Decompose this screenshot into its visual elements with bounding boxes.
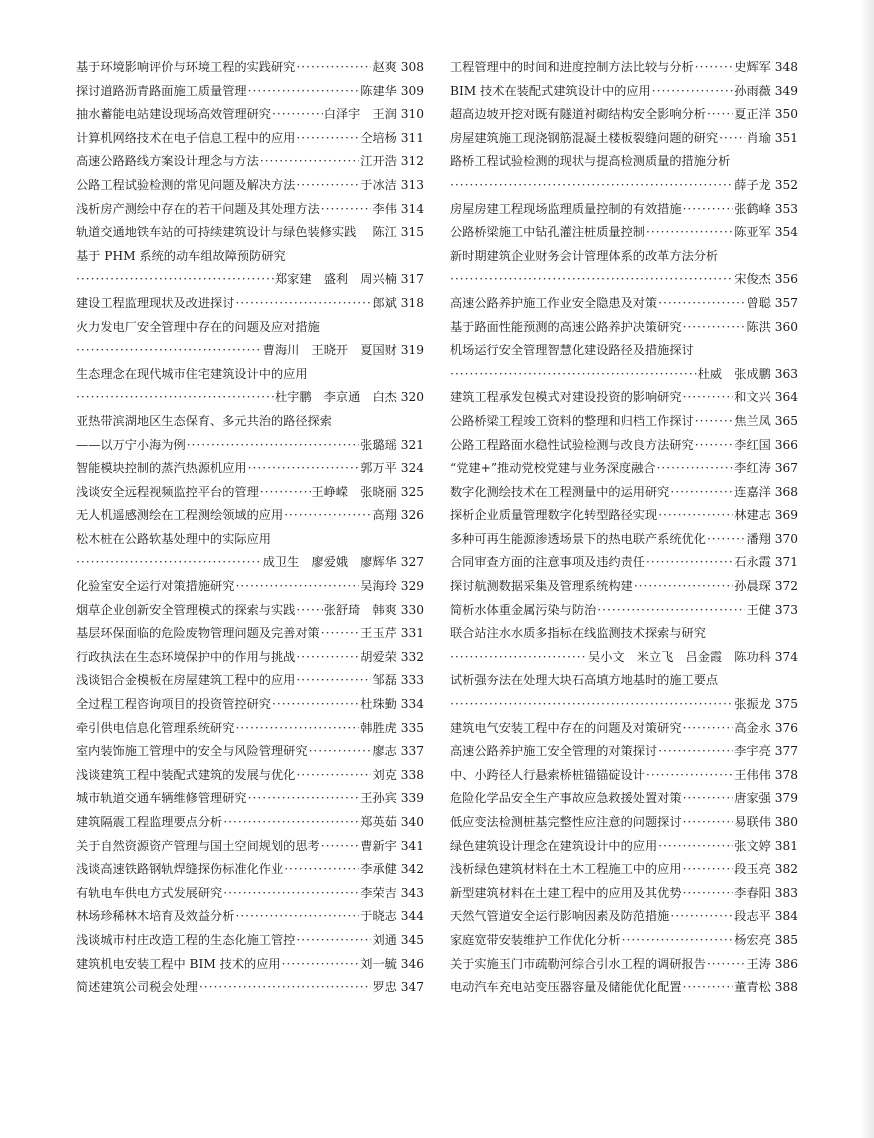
toc-entry-title: 浅析绿色建筑材料在土木工程施工中的应用 bbox=[450, 862, 682, 877]
toc-entry-author-page: 曹海川 王晓开 夏国财 319 bbox=[262, 343, 424, 358]
toc-entry-title: 家庭宽带安装维护工作优化分析 bbox=[450, 932, 621, 947]
toc-entry-title: 浅谈高速铁路钢轨焊缝探伤标准化作业 bbox=[76, 862, 284, 877]
toc-entry-author-page: 于晓志 344 bbox=[360, 909, 424, 924]
toc-entry bbox=[450, 764, 798, 788]
dot-leader bbox=[683, 316, 746, 340]
toc-entry bbox=[76, 198, 424, 222]
toc-entry bbox=[450, 693, 798, 717]
toc-entry bbox=[76, 434, 424, 458]
toc-entry-title: 绿色建筑设计理念在建筑设计中的应用 bbox=[450, 838, 658, 853]
toc-entry-author-page: 唐家强 379 bbox=[734, 791, 798, 806]
toc-entry bbox=[76, 56, 424, 80]
toc-entry-title: 试析强夯法在处理大块石高填方地基时的施工要点 bbox=[450, 673, 719, 688]
dot-leader bbox=[296, 127, 359, 151]
toc-entry-title: 公路桥梁施工中钻孔灌注桩质量控制 bbox=[450, 225, 645, 240]
toc-entry bbox=[76, 929, 424, 953]
toc-entry bbox=[450, 528, 798, 552]
dot-leader bbox=[321, 622, 360, 646]
toc-entry bbox=[450, 717, 798, 741]
toc-entry-title: 电动汽车充电站变压器容量及储能优化配置 bbox=[450, 980, 682, 995]
toc-entry-author-page: 韩胜虎 335 bbox=[360, 720, 424, 735]
toc-entry-title: 室内装饰施工管理中的安全与风险管理研究 bbox=[76, 744, 308, 759]
toc-entry-author-page: 李红国 366 bbox=[734, 437, 798, 452]
toc-entry bbox=[450, 599, 798, 623]
toc-entry-author-page: 薛子龙 352 bbox=[734, 177, 798, 192]
toc-entry-author-page: 胡爱荣 332 bbox=[360, 649, 424, 664]
toc-entry-author-page: 曾聪 357 bbox=[746, 295, 798, 310]
toc-entry-title: 基于环境影响评价与环境工程的实践研究 bbox=[76, 60, 296, 74]
toc-entry bbox=[76, 268, 424, 292]
toc-entry bbox=[76, 976, 424, 1000]
toc-entry bbox=[450, 811, 798, 835]
dot-leader bbox=[450, 174, 733, 198]
toc-entry-title: 建筑隔震工程监理要点分析 bbox=[76, 815, 223, 829]
toc-entry bbox=[76, 622, 424, 646]
toc-entry bbox=[76, 103, 424, 127]
toc-entry-title: ——以万宁小海为例 bbox=[76, 437, 186, 452]
dot-leader bbox=[683, 811, 734, 835]
toc-entry-title: 工程管理中的时间和进度控制方法比较与分析 bbox=[450, 60, 694, 74]
toc-entry bbox=[76, 669, 424, 693]
dot-leader bbox=[296, 646, 359, 670]
toc-entry-title: 松木桩在公路软基处理中的实际应用 bbox=[76, 531, 271, 546]
dot-leader bbox=[248, 787, 360, 811]
toc-entry bbox=[76, 905, 424, 929]
toc-entry bbox=[450, 103, 798, 127]
toc-entry-title: 关于实施玉门市疏勒河综合引水工程的调研报告 bbox=[450, 956, 706, 971]
toc-entry-title: 牵引供电信息化管理系统研究 bbox=[76, 720, 235, 735]
toc-entry-title: 浅谈建筑工程中装配式建筑的发展与优化 bbox=[76, 767, 296, 782]
toc-entry-title: 建筑机电安装工程中 BIM 技术的应用 bbox=[76, 956, 281, 971]
toc-entry bbox=[450, 740, 798, 764]
dot-leader bbox=[658, 504, 733, 528]
toc-entry-author-page: 李承健 342 bbox=[360, 862, 424, 877]
toc-entry-author-page: 孙晨琛 372 bbox=[734, 579, 798, 594]
dot-leader bbox=[235, 717, 359, 741]
toc-entry-title: 机场运行安全管理智慧化建设路径及措施探讨 bbox=[450, 343, 694, 358]
toc-entry bbox=[76, 835, 424, 859]
dot-leader bbox=[450, 693, 733, 717]
toc-entry-title: 基层环保面临的危险废物管理问题及完善对策 bbox=[76, 626, 320, 641]
toc-entry bbox=[76, 599, 424, 623]
toc-entry bbox=[450, 80, 798, 104]
toc-entry-author-page: 郎斌 318 bbox=[372, 295, 424, 310]
dot-leader bbox=[707, 528, 746, 552]
dot-leader bbox=[622, 929, 734, 953]
toc-entry-author-page: 陈江 315 bbox=[372, 225, 424, 240]
dot-leader bbox=[187, 434, 360, 458]
toc-entry-author-page: 于冰洁 313 bbox=[360, 177, 424, 192]
toc-entry-author-page: 张璐瑶 321 bbox=[360, 437, 424, 452]
dot-leader bbox=[670, 481, 733, 505]
toc-entry bbox=[450, 622, 798, 646]
dot-leader bbox=[199, 976, 372, 1000]
toc-entry-author-page: 杨宏亮 385 bbox=[734, 932, 798, 947]
toc-entry-title: 低应变法检测桩基完整性应注意的问题探讨 bbox=[450, 815, 682, 829]
toc-entry-title: 高速公路养护施工作业安全隐患及对策 bbox=[450, 295, 658, 310]
dot-leader bbox=[646, 221, 733, 245]
toc-entry bbox=[76, 551, 424, 575]
toc-entry bbox=[450, 787, 798, 811]
toc-entry bbox=[450, 504, 798, 528]
toc-entry-title: 公路工程路面水稳性试验检测与改良方法研究 bbox=[450, 437, 694, 452]
toc-entry bbox=[450, 646, 798, 670]
toc-entry bbox=[76, 174, 424, 198]
toc-entry-author-page: 李红涛 367 bbox=[734, 461, 798, 476]
toc-entry bbox=[450, 221, 798, 245]
toc-entry bbox=[76, 221, 424, 245]
dot-leader bbox=[707, 953, 746, 977]
toc-entry-title: 多种可再生能源渗透场景下的热电联产系统优化 bbox=[450, 531, 706, 546]
toc-entry-title: 浅谈城市村庄改造工程的生态化施工管控 bbox=[76, 932, 296, 947]
toc-entry bbox=[76, 386, 424, 410]
dot-leader bbox=[235, 575, 359, 599]
toc-entry-author-page: 张鹤峰 353 bbox=[734, 201, 798, 216]
toc-entry-title: 烟草企业创新安全管理模式的探索与实践 bbox=[76, 602, 296, 617]
toc-entry-title: 浅谈安全远程视频监控平台的管理 bbox=[76, 484, 259, 499]
toc-entry bbox=[450, 410, 798, 434]
toc-entry bbox=[450, 127, 798, 151]
dot-leader bbox=[296, 764, 371, 788]
toc-entry bbox=[450, 56, 798, 80]
toc-entry-title: 浅析房产测绘中存在的若干问题及其处理方法 bbox=[76, 201, 320, 216]
dot-leader bbox=[272, 693, 359, 717]
toc-entry bbox=[450, 858, 798, 882]
dot-leader bbox=[296, 669, 371, 693]
dot-leader bbox=[683, 976, 734, 1000]
toc-entry-title: 关于自然资源资产管理与国土空间规划的思考 bbox=[76, 838, 320, 853]
toc-entry-title: 建筑工程承发包模式对建设投资的影响研究 bbox=[450, 390, 682, 405]
toc-entry-author-page: 段志平 384 bbox=[734, 909, 798, 924]
toc-entry bbox=[450, 976, 798, 1000]
toc-entry bbox=[76, 811, 424, 835]
toc-entry-title: 浅谈铝合金模板在房屋建筑工程中的应用 bbox=[76, 673, 296, 688]
toc-entry bbox=[76, 717, 424, 741]
toc-entry-author-page: 肖瑜 351 bbox=[746, 130, 798, 145]
toc-entry-author-page: 孙雨薇 349 bbox=[734, 83, 798, 98]
toc-entry-author-page: 郭万平 324 bbox=[360, 461, 424, 476]
dot-leader bbox=[450, 646, 587, 670]
dot-leader bbox=[695, 410, 734, 434]
toc-entry-title: 房屋房建工程现场监理质量控制的有效措施 bbox=[450, 201, 682, 216]
toc-entry-author-page: 李宇亮 377 bbox=[734, 744, 798, 759]
toc-entry-author-page: 张舒琦 韩爽 330 bbox=[323, 602, 424, 617]
toc-entry-author-page: 吴小文 米立飞 吕金霞 陈功科 374 bbox=[588, 649, 798, 664]
toc-entry-author-page: 宋俊杰 356 bbox=[734, 272, 798, 287]
dot-leader bbox=[450, 363, 697, 387]
toc-right-column bbox=[450, 56, 798, 1000]
toc-entry-author-page: 焦兰凤 365 bbox=[734, 413, 798, 428]
toc-entry bbox=[450, 150, 798, 174]
toc-entry-title: 抽水蓄能电站建设现场高效管理研究 bbox=[76, 107, 271, 122]
toc-entry-author-page: 高翔 326 bbox=[372, 508, 424, 523]
toc-entry-author-page: 夏正洋 350 bbox=[734, 107, 798, 122]
toc-entry bbox=[450, 882, 798, 906]
toc-entry-title: 林场珍稀林木培育及效益分析 bbox=[76, 909, 235, 924]
dot-leader bbox=[235, 905, 359, 929]
toc-entry bbox=[450, 198, 798, 222]
toc-entry-title: 智能模块控制的蒸汽热源机应用 bbox=[76, 461, 247, 476]
dot-leader bbox=[296, 56, 371, 80]
toc-entry bbox=[450, 245, 798, 269]
toc-entry-title: 生态理念在现代城市住宅建筑设计中的应用 bbox=[76, 366, 308, 381]
toc-entry-author-page: 王孙宾 339 bbox=[360, 791, 424, 806]
toc-entry bbox=[450, 575, 798, 599]
toc-entry-author-page: 张文婷 381 bbox=[734, 838, 798, 853]
toc-entry bbox=[450, 929, 798, 953]
toc-entry-title: 无人机遥感测绘在工程测绘领域的应用 bbox=[76, 508, 284, 523]
toc-entry-title: 合同审查方面的注意事项及违约责任 bbox=[450, 555, 645, 570]
toc-entry-title: 亚热带滨湖地区生态保育、多元共治的路径探索 bbox=[76, 413, 332, 428]
dot-leader bbox=[658, 740, 733, 764]
toc-entry bbox=[76, 504, 424, 528]
toc-entry bbox=[450, 339, 798, 363]
toc-entry-title: 探析企业质量管理数字化转型路径实现 bbox=[450, 508, 658, 523]
toc-entry bbox=[450, 481, 798, 505]
page-edge-shadow bbox=[860, 0, 874, 1138]
dot-leader bbox=[450, 268, 733, 292]
dot-leader bbox=[260, 481, 311, 505]
toc-entry-author-page: 李荣吉 343 bbox=[360, 885, 424, 900]
toc-entry-author-page: 邹磊 333 bbox=[372, 673, 424, 688]
toc-entry-author-page: 李春阳 383 bbox=[734, 885, 798, 900]
toc-entry-author-page: 王涛 386 bbox=[746, 956, 798, 971]
toc-entry-author-page: 吴海玲 329 bbox=[360, 579, 424, 594]
toc-entry bbox=[450, 363, 798, 387]
dot-leader bbox=[657, 457, 734, 481]
dot-leader bbox=[272, 103, 323, 127]
toc-entry-author-page: 刘通 345 bbox=[372, 932, 424, 947]
dot-leader bbox=[296, 174, 359, 198]
toc-entry bbox=[76, 80, 424, 104]
toc-entry bbox=[76, 764, 424, 788]
toc-entry bbox=[76, 457, 424, 481]
toc-entry-title: 房屋建筑施工现浇钢筋混凝土楼板裂缝问题的研究 bbox=[450, 130, 719, 145]
toc-entry-author-page: 石永霞 371 bbox=[734, 555, 798, 570]
toc-entry-title: 轨道交通地铁车站的可持续建筑设计与绿色装修实践 bbox=[76, 225, 357, 240]
dot-leader bbox=[646, 551, 733, 575]
toc-entry-author-page: 陈洪 360 bbox=[746, 319, 798, 334]
toc-entry bbox=[450, 174, 798, 198]
dot-leader bbox=[683, 787, 734, 811]
toc-entry-author-page: 高金永 376 bbox=[734, 720, 798, 735]
dot-leader bbox=[76, 268, 274, 292]
toc-entry-author-page: 董青松 388 bbox=[734, 980, 798, 995]
dot-leader bbox=[719, 127, 745, 151]
toc-entry bbox=[76, 127, 424, 151]
toc-entry-title: 有轨电车供电方式发展研究 bbox=[76, 885, 223, 900]
toc-entry-author-page: 史辉军 348 bbox=[734, 60, 798, 74]
toc-entry bbox=[76, 858, 424, 882]
dot-leader bbox=[321, 835, 360, 859]
toc-entry-title: “党建+”推动党校党建与业务深度融合 bbox=[450, 461, 656, 476]
toc-entry-author-page: 陈亚军 354 bbox=[734, 225, 798, 240]
dot-leader bbox=[235, 292, 371, 316]
toc-entry bbox=[450, 835, 798, 859]
toc-left-column bbox=[76, 56, 424, 1000]
toc-entry-author-page: 廖志 337 bbox=[372, 744, 424, 759]
dot-leader bbox=[309, 740, 372, 764]
toc-entry bbox=[76, 575, 424, 599]
toc-entry-author-page: 潘翔 370 bbox=[746, 531, 798, 546]
toc-entry bbox=[76, 363, 424, 387]
toc-entry-author-page: 成卫生 廖爱娥 廖辉华 327 bbox=[262, 555, 424, 570]
dot-leader bbox=[76, 551, 262, 575]
dot-leader bbox=[260, 150, 359, 174]
toc-entry-author-page: 郑英茹 340 bbox=[360, 815, 424, 829]
toc-entry bbox=[450, 669, 798, 693]
toc-entry-title: 探讨航测数据采集及管理系统构建 bbox=[450, 579, 633, 594]
toc-entry bbox=[76, 646, 424, 670]
dot-leader bbox=[683, 717, 734, 741]
toc-entry-author-page: 王峥嵘 张晓丽 325 bbox=[311, 484, 424, 499]
toc-entry-author-page: 刘克 338 bbox=[372, 767, 424, 782]
toc-entry-author-page: 曹新宇 341 bbox=[360, 838, 424, 853]
dot-leader bbox=[76, 339, 262, 363]
toc-entry-title: 高速公路养护施工安全管理的对策探讨 bbox=[450, 744, 658, 759]
toc-entry-author-page: 林建志 369 bbox=[734, 508, 798, 523]
toc-entry-title: 建设工程监理现状及改进探讨 bbox=[76, 295, 235, 310]
toc-entry-title: 新型建筑材料在土建工程中的应用及其优势 bbox=[450, 885, 682, 900]
dot-leader bbox=[683, 198, 734, 222]
toc-entry-title: 数字化测绘技术在工程测量中的运用研究 bbox=[450, 484, 670, 499]
dot-leader bbox=[76, 386, 274, 410]
dot-leader bbox=[683, 882, 734, 906]
toc-entry-author-page: 杜威 张成鹏 363 bbox=[697, 366, 798, 381]
toc-entry-title: 公路桥梁工程竣工资料的整理和归档工作探讨 bbox=[450, 413, 694, 428]
toc-entry-title: 基于 PHM 系统的动车组故障预防研究 bbox=[76, 248, 286, 263]
toc-entry-title: 简析水体重金属污染与防治 bbox=[450, 602, 597, 617]
toc-entry-title: 基于路面性能预测的高速公路养护决策研究 bbox=[450, 319, 682, 334]
toc-entry bbox=[450, 386, 798, 410]
dot-leader bbox=[321, 198, 372, 222]
toc-entry-author-page: 杜珠勤 334 bbox=[360, 697, 424, 712]
toc-entry-title: BIM 技术在装配式建筑设计中的应用 bbox=[450, 83, 651, 98]
toc-entry bbox=[450, 457, 798, 481]
dot-leader bbox=[683, 858, 734, 882]
dot-leader bbox=[248, 80, 360, 104]
toc-entry-title: 联合站注水水质多指标在线监测技术探索与研究 bbox=[450, 626, 706, 641]
toc-entry bbox=[450, 268, 798, 292]
toc-entry-author-page: 王伟伟 378 bbox=[734, 767, 798, 782]
toc-entry-title: 行政执法在生态环境保护中的作用与挑战 bbox=[76, 649, 296, 664]
toc-entry-title: 简述建筑公司税会处理 bbox=[76, 980, 198, 995]
toc-entry-title: 天然气管道安全运行影响因素及防范措施 bbox=[450, 909, 670, 924]
toc-entry bbox=[76, 693, 424, 717]
toc-entry bbox=[76, 150, 424, 174]
toc-entry bbox=[450, 953, 798, 977]
dot-leader bbox=[284, 858, 359, 882]
dot-leader bbox=[658, 835, 733, 859]
dot-leader bbox=[296, 929, 371, 953]
toc-entry bbox=[76, 882, 424, 906]
dot-leader bbox=[296, 599, 322, 623]
toc-entry-author-page: 郑家建 盛利 周兴楠 317 bbox=[274, 272, 424, 287]
dot-leader bbox=[658, 292, 745, 316]
toc-entry-title: 城市轨道交通车辆维修管理研究 bbox=[76, 791, 247, 806]
toc-entry bbox=[76, 953, 424, 977]
toc-entry-title: 中、小跨径人行悬索桥桩锚锚碇设计 bbox=[450, 767, 645, 782]
toc-entry-title: 探讨道路沥青路面施工质量管理 bbox=[76, 83, 247, 98]
toc-entry bbox=[450, 292, 798, 316]
toc-entry-title: 新时期建筑企业财务会计管理体系的改革方法分析 bbox=[450, 248, 719, 263]
toc-entry-author-page: 李伟 314 bbox=[372, 201, 424, 216]
toc-entry bbox=[76, 740, 424, 764]
dot-leader bbox=[282, 953, 360, 977]
toc-entry-title: 建筑电气安装工程中存在的问题及对策研究 bbox=[450, 720, 682, 735]
toc-entry-author-page: 段玉亮 382 bbox=[734, 862, 798, 877]
dot-leader bbox=[695, 56, 734, 80]
toc-entry-author-page: 王健 373 bbox=[746, 602, 798, 617]
dot-leader bbox=[670, 905, 733, 929]
dot-leader bbox=[223, 882, 359, 906]
toc-entry bbox=[76, 787, 424, 811]
toc-entry-author-page: 刘一毓 346 bbox=[360, 956, 424, 971]
toc-entry-author-page: 白泽宇 王润 310 bbox=[323, 107, 424, 122]
toc-entry-author-page: 陈建华 309 bbox=[360, 83, 424, 98]
toc-entry-author-page: 仝培杨 311 bbox=[360, 130, 424, 145]
dot-leader bbox=[652, 80, 734, 104]
toc-entry bbox=[450, 905, 798, 929]
toc-entry-author-page: 和文兴 364 bbox=[734, 390, 798, 405]
toc-entry bbox=[76, 410, 424, 434]
toc-entry bbox=[76, 481, 424, 505]
toc-entry bbox=[450, 551, 798, 575]
toc-entry-title: 路桥工程试验检测的现状与提高检测质量的措施分析 bbox=[450, 154, 731, 169]
toc-entry bbox=[76, 339, 424, 363]
dot-leader bbox=[223, 811, 359, 835]
toc-entry-title: 全过程工程咨询项目的投资管控研究 bbox=[76, 697, 271, 712]
toc-entry-author-page: 连嘉洋 368 bbox=[734, 484, 798, 499]
toc-entry-author-page: 赵爽 308 bbox=[372, 60, 424, 74]
toc-entry bbox=[450, 434, 798, 458]
toc-entry bbox=[76, 316, 424, 340]
dot-leader bbox=[284, 504, 371, 528]
toc-entry-author-page: 张振龙 375 bbox=[734, 697, 798, 712]
toc-entry bbox=[76, 528, 424, 552]
toc-entry bbox=[450, 316, 798, 340]
toc-entry bbox=[76, 245, 424, 269]
dot-leader bbox=[646, 764, 733, 788]
toc-entry-title: 危险化学品安全生产事故应急救援处置对策 bbox=[450, 791, 682, 806]
toc-entry-author-page: 易联伟 380 bbox=[734, 815, 798, 829]
dot-leader bbox=[707, 103, 733, 127]
toc-entry-title: 超高边坡开挖对既有隧道衬砌结构安全影响分析 bbox=[450, 107, 706, 122]
dot-leader bbox=[248, 457, 360, 481]
dot-leader bbox=[597, 599, 745, 623]
toc-entry-title: 公路工程试验检测的常见问题及解决方法 bbox=[76, 177, 296, 192]
toc-entry-title: 火力发电厂安全管理中存在的问题及应对措施 bbox=[76, 319, 320, 334]
toc-entry-author-page: 杜宇鹏 李京通 白杰 320 bbox=[274, 390, 424, 405]
dot-leader bbox=[695, 434, 734, 458]
dot-leader bbox=[634, 575, 733, 599]
toc-entry-author-page: 江开浩 312 bbox=[360, 154, 424, 169]
toc-entry-author-page: 王玉芹 331 bbox=[360, 626, 424, 641]
toc-entry-title: 高速公路路线方案设计理念与方法 bbox=[76, 154, 259, 169]
toc-entry-title: 计算机网络技术在电子信息工程中的应用 bbox=[76, 130, 296, 145]
toc-entry-author-page: 罗忠 347 bbox=[372, 980, 424, 995]
toc-entry bbox=[76, 292, 424, 316]
toc-entry-title: 化验室安全运行对策措施研究 bbox=[76, 579, 235, 594]
dot-leader bbox=[683, 386, 734, 410]
